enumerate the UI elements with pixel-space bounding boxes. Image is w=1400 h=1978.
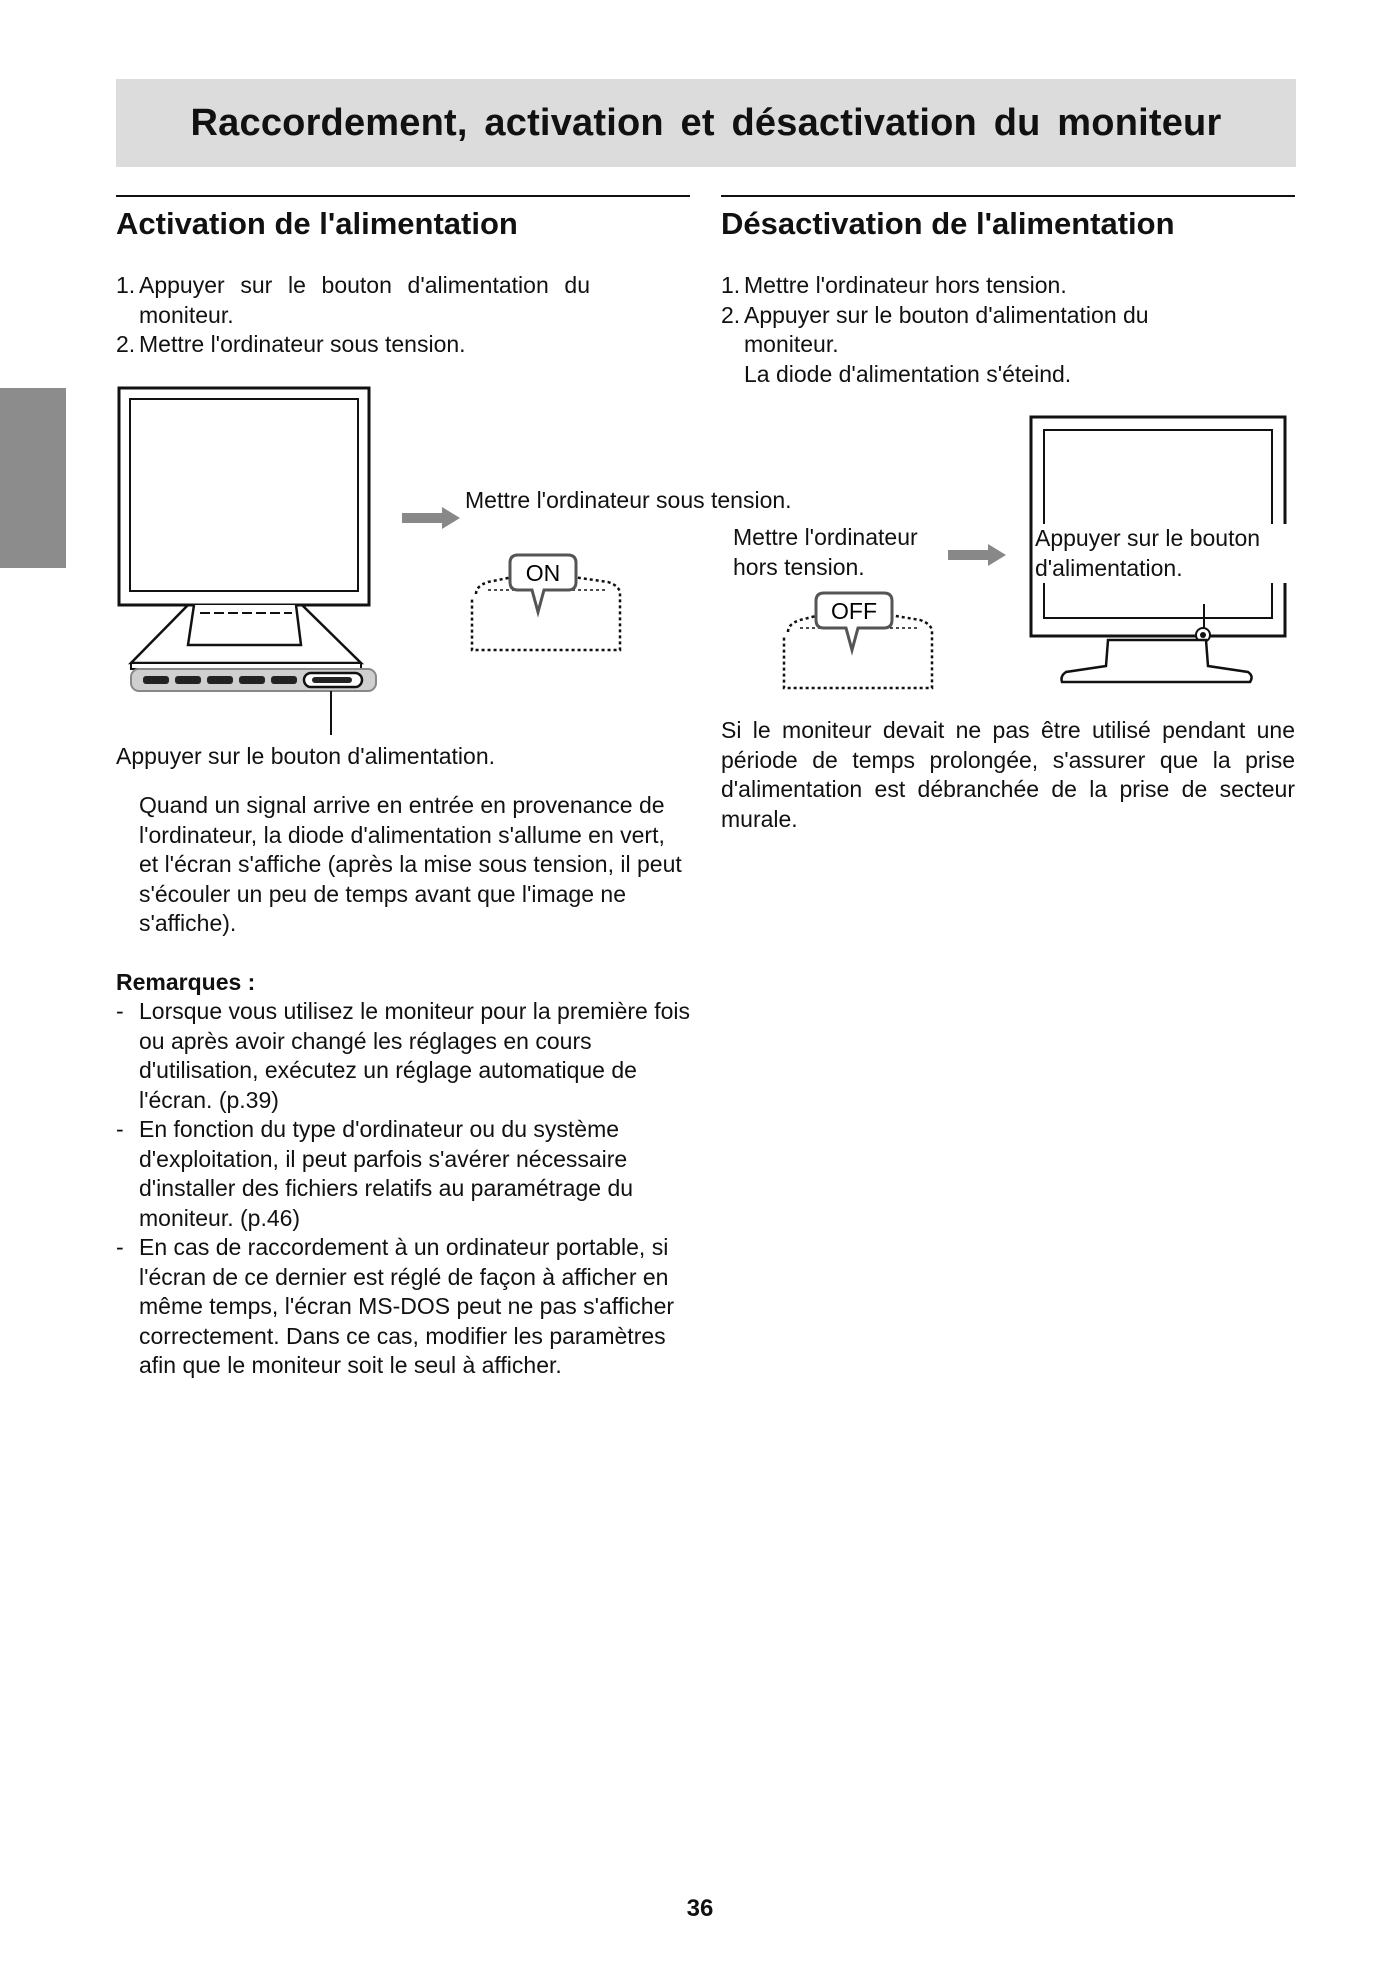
off-bubble-text: OFF — [831, 598, 877, 624]
left-steps — [116, 271, 590, 360]
right-column-rule — [721, 195, 1295, 197]
step-number: 2. — [721, 301, 741, 328]
section-tab — [0, 388, 66, 568]
computer-power-illustration — [468, 554, 628, 654]
remark-text: En fonction du type d'ordinateur ou du système d'exploitation, il peut parfois s'avérer nécessaire d'installer des fichiers relatifs au paramétrage du moniteur. (p.46) — [139, 1116, 634, 1231]
left-step-1 — [116, 271, 590, 330]
right-step-2-extra: La diode d'alimentation s'éteind. — [744, 360, 1072, 387]
step-number: 2. — [116, 331, 136, 357]
page-title: Raccordement, activation et désactivation du moniteur — [190, 101, 1222, 144]
left-heading: Activation de l'alimentation — [116, 206, 518, 241]
remarks-title: Remarques : — [116, 969, 256, 995]
on-bubble-text: ON — [525, 560, 561, 586]
remark-item: - Lorsque vous utilisez le moniteur pour la première fois ou après avoir changé les réglages en cours d'utilisation, exécutez un réglage automatique de l'écran. (p.39) — [116, 997, 690, 1115]
left-column-rule — [116, 195, 690, 197]
right-step-1 — [721, 271, 1195, 301]
right-step-2 — [721, 301, 1195, 360]
step-text: Appuyer sur le bouton d'alimentation du moniteur. — [744, 301, 1149, 357]
remarks-list — [116, 997, 690, 1381]
step-number: 1. — [721, 272, 741, 298]
right-button-label: Appuyer sur le bouton d'alimentation. — [1035, 524, 1291, 583]
computer-power-illustration — [780, 592, 940, 692]
remark-text: Lorsque vous utilisez le moniteur pour la première fois ou après avoir changé les réglages en cours d'utilisation, exécutez un réglage automatique de l'écran. (p.39) — [139, 998, 690, 1113]
monitor-front-illustration — [116, 385, 376, 735]
step-text: Mettre l'ordinateur sous tension. — [139, 331, 466, 357]
right-heading: Désactivation de l'alimentation — [721, 206, 1175, 241]
right-diagram-label: Mettre l'ordinateur hors tension. — [733, 524, 918, 580]
right-steps — [721, 271, 1195, 389]
remark-item: - En fonction du type d'ordinateur ou du système d'exploitation, il peut parfois s'avérer nécessaire d'installer des fichiers relatifs au paramétrage du moniteur. (p.46) — [116, 1115, 690, 1233]
arrow-icon — [402, 506, 462, 530]
left-diagram-label: Mettre l'ordinateur sous tension. — [465, 487, 792, 513]
step-text: Appuyer sur le bouton d'alimentation du moniteur. — [139, 272, 590, 328]
left-paragraph: Quand un signal arrive en entrée en provenance de l'ordinateur, la diode d'alimentation s'allume en vert, et l'écran s'affiche (après la mise sous tension, il peut s'écouler un peu de temps avant que l'image ne s'affiche). — [139, 792, 682, 936]
step-number: 1. — [116, 272, 136, 298]
remark-text: En cas de raccordement à un ordinateur portable, si l'écran de ce dernier est réglé de façon à afficher en même temps, l'écran MS-DOS peut ne pas s'afficher correctement. Dans ce cas, modifier les paramètres afin que le moniteur soit le seul à afficher. — [139, 1234, 675, 1378]
right-paragraph: Si le moniteur devait ne pas être utilisé pendant une période de temps prolongée, s'assurer que la prise d'alimentation est débranchée de la prise de secteur murale. — [721, 717, 1295, 832]
page-number: 36 — [686, 1895, 714, 1922]
left-caption: Appuyer sur le bouton d'alimentation. — [116, 743, 496, 769]
step-text: Mettre l'ordinateur hors tension. — [744, 272, 1067, 298]
title-bar — [116, 79, 1296, 167]
remark-item: - En cas de raccordement à un ordinateur portable, si l'écran de ce dernier est réglé de façon à afficher en même temps, l'écran MS-DOS peut ne pas s'afficher correctement. Dans ce cas, modifier les paramètres afin que le moniteur soit le seul à afficher. — [116, 1233, 690, 1381]
arrow-icon — [948, 543, 1008, 567]
left-step-2 — [116, 330, 590, 360]
